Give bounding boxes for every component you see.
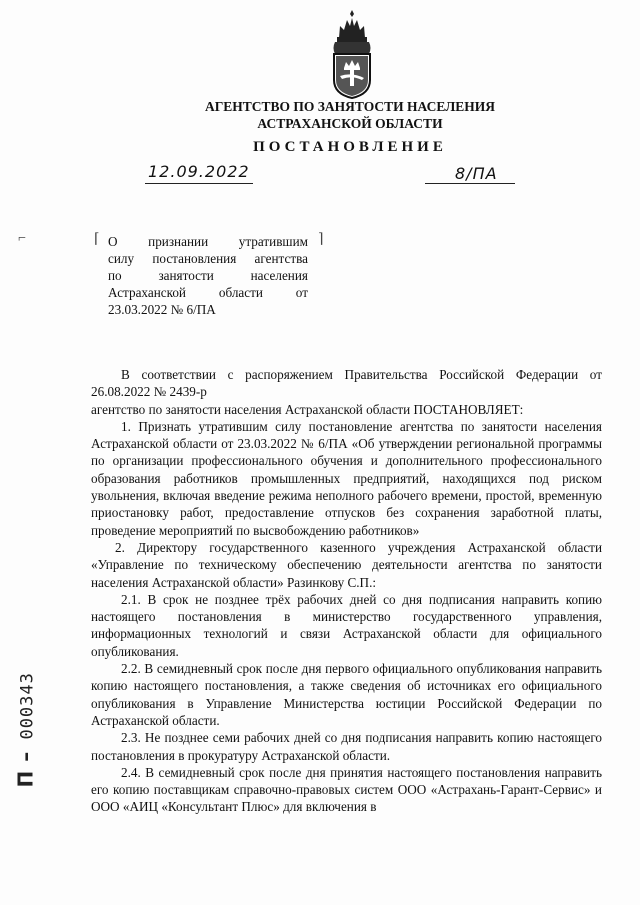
- bracket-mark-right: ⌉: [318, 232, 324, 247]
- number-underline: [425, 183, 515, 184]
- registration-stamp: [14, 672, 36, 787]
- document-type-heading: ПОСТАНОВЛЕНИЕ: [253, 139, 447, 155]
- document-date: 12.09.2022: [148, 162, 250, 181]
- stamp-number: 000343: [17, 672, 38, 740]
- paragraph-2-2: 2.2. В семидневный срок после дня первого официального опубликования направить копию настоящего постановления, а также сведения об источниках его официального опубликования в Управление Министерства юстиции Российской Федерации по Астраханской области.: [91, 661, 602, 728]
- decree-line: агентство по занятости населения Астраханской области ПОСТАНОВЛЯЕТ:: [91, 401, 524, 417]
- paragraph-2-4: 2.4. В семидневный срок после дня принятия настоящего постановления направить его копию поставщикам справочно-правовых систем ООО «Астрахань-Гарант-Сервис» и ООО «АИЦ «Консультант Плюс» для включения в: [91, 764, 602, 815]
- document-body: [91, 366, 602, 816]
- subject-line-5: 23.03.2022 № 6/ПА: [108, 302, 216, 317]
- date-underline: [145, 183, 253, 184]
- preamble-paragraph: В соответствии с распоряжением Правительства Российской Федерации от 26.08.2022 № 2439-р: [91, 367, 602, 400]
- stamp-prefix: П –: [13, 750, 38, 788]
- agency-name-line-2: АСТРАХАНСКОЙ ОБЛАСТИ: [257, 116, 443, 131]
- bracket-mark-left: ⌈: [94, 232, 100, 247]
- paragraph-2-3: 2.3. Не позднее семи рабочих дней со дня подписания направить копию настоящего постановления в прокуратуру Астраханской области.: [91, 730, 602, 763]
- subject-line-4: Астраханской области от: [108, 285, 308, 300]
- coat-of-arms-emblem: [326, 8, 378, 100]
- paragraph-2: 2. Директору государственного казенного учреждения Астраханской области «Управление по техническому обеспечению деятельности агентства по занятости населения Астраханской области» Разинкову С.П.:: [91, 539, 602, 590]
- agency-name-line-1: АГЕНТСТВО ПО ЗАНЯТОСТИ НАСЕЛЕНИЯ: [204, 99, 496, 114]
- document-subject: [108, 233, 308, 318]
- subject-line-3: по занятости населения: [108, 268, 308, 283]
- subject-line-2: силу постановления агентства: [108, 251, 308, 266]
- document-number: 8/ПА: [455, 164, 498, 183]
- paragraph-2-1: 2.1. В срок не позднее трёх рабочих дней со дня подписания направить копию настоящего постановления в министерство государственного управления, информационных технологий и связи Астраханской области для официального опубликования.: [91, 591, 602, 659]
- subject-line-1: О признании утратившим: [108, 234, 308, 249]
- issuing-agency: [150, 98, 550, 132]
- corner-mark-left: ⌐: [18, 231, 26, 246]
- paragraph-1: 1. Признать утратившим силу постановление агентства по занятости населения Астраханской области от 23.03.2022 № 6/ПА «Об утверждении региональной программы по организации профессионального обучения и дополнительного профессионального образования работников промышленных предприятий, находящихся под риском увольнения, включая введение режима неполного рабочего времени, простой, временную приостановку работ, предоставление отпусков без сохранения заработной платы, проведение мероприятий по высвобождению работников»: [91, 418, 602, 538]
